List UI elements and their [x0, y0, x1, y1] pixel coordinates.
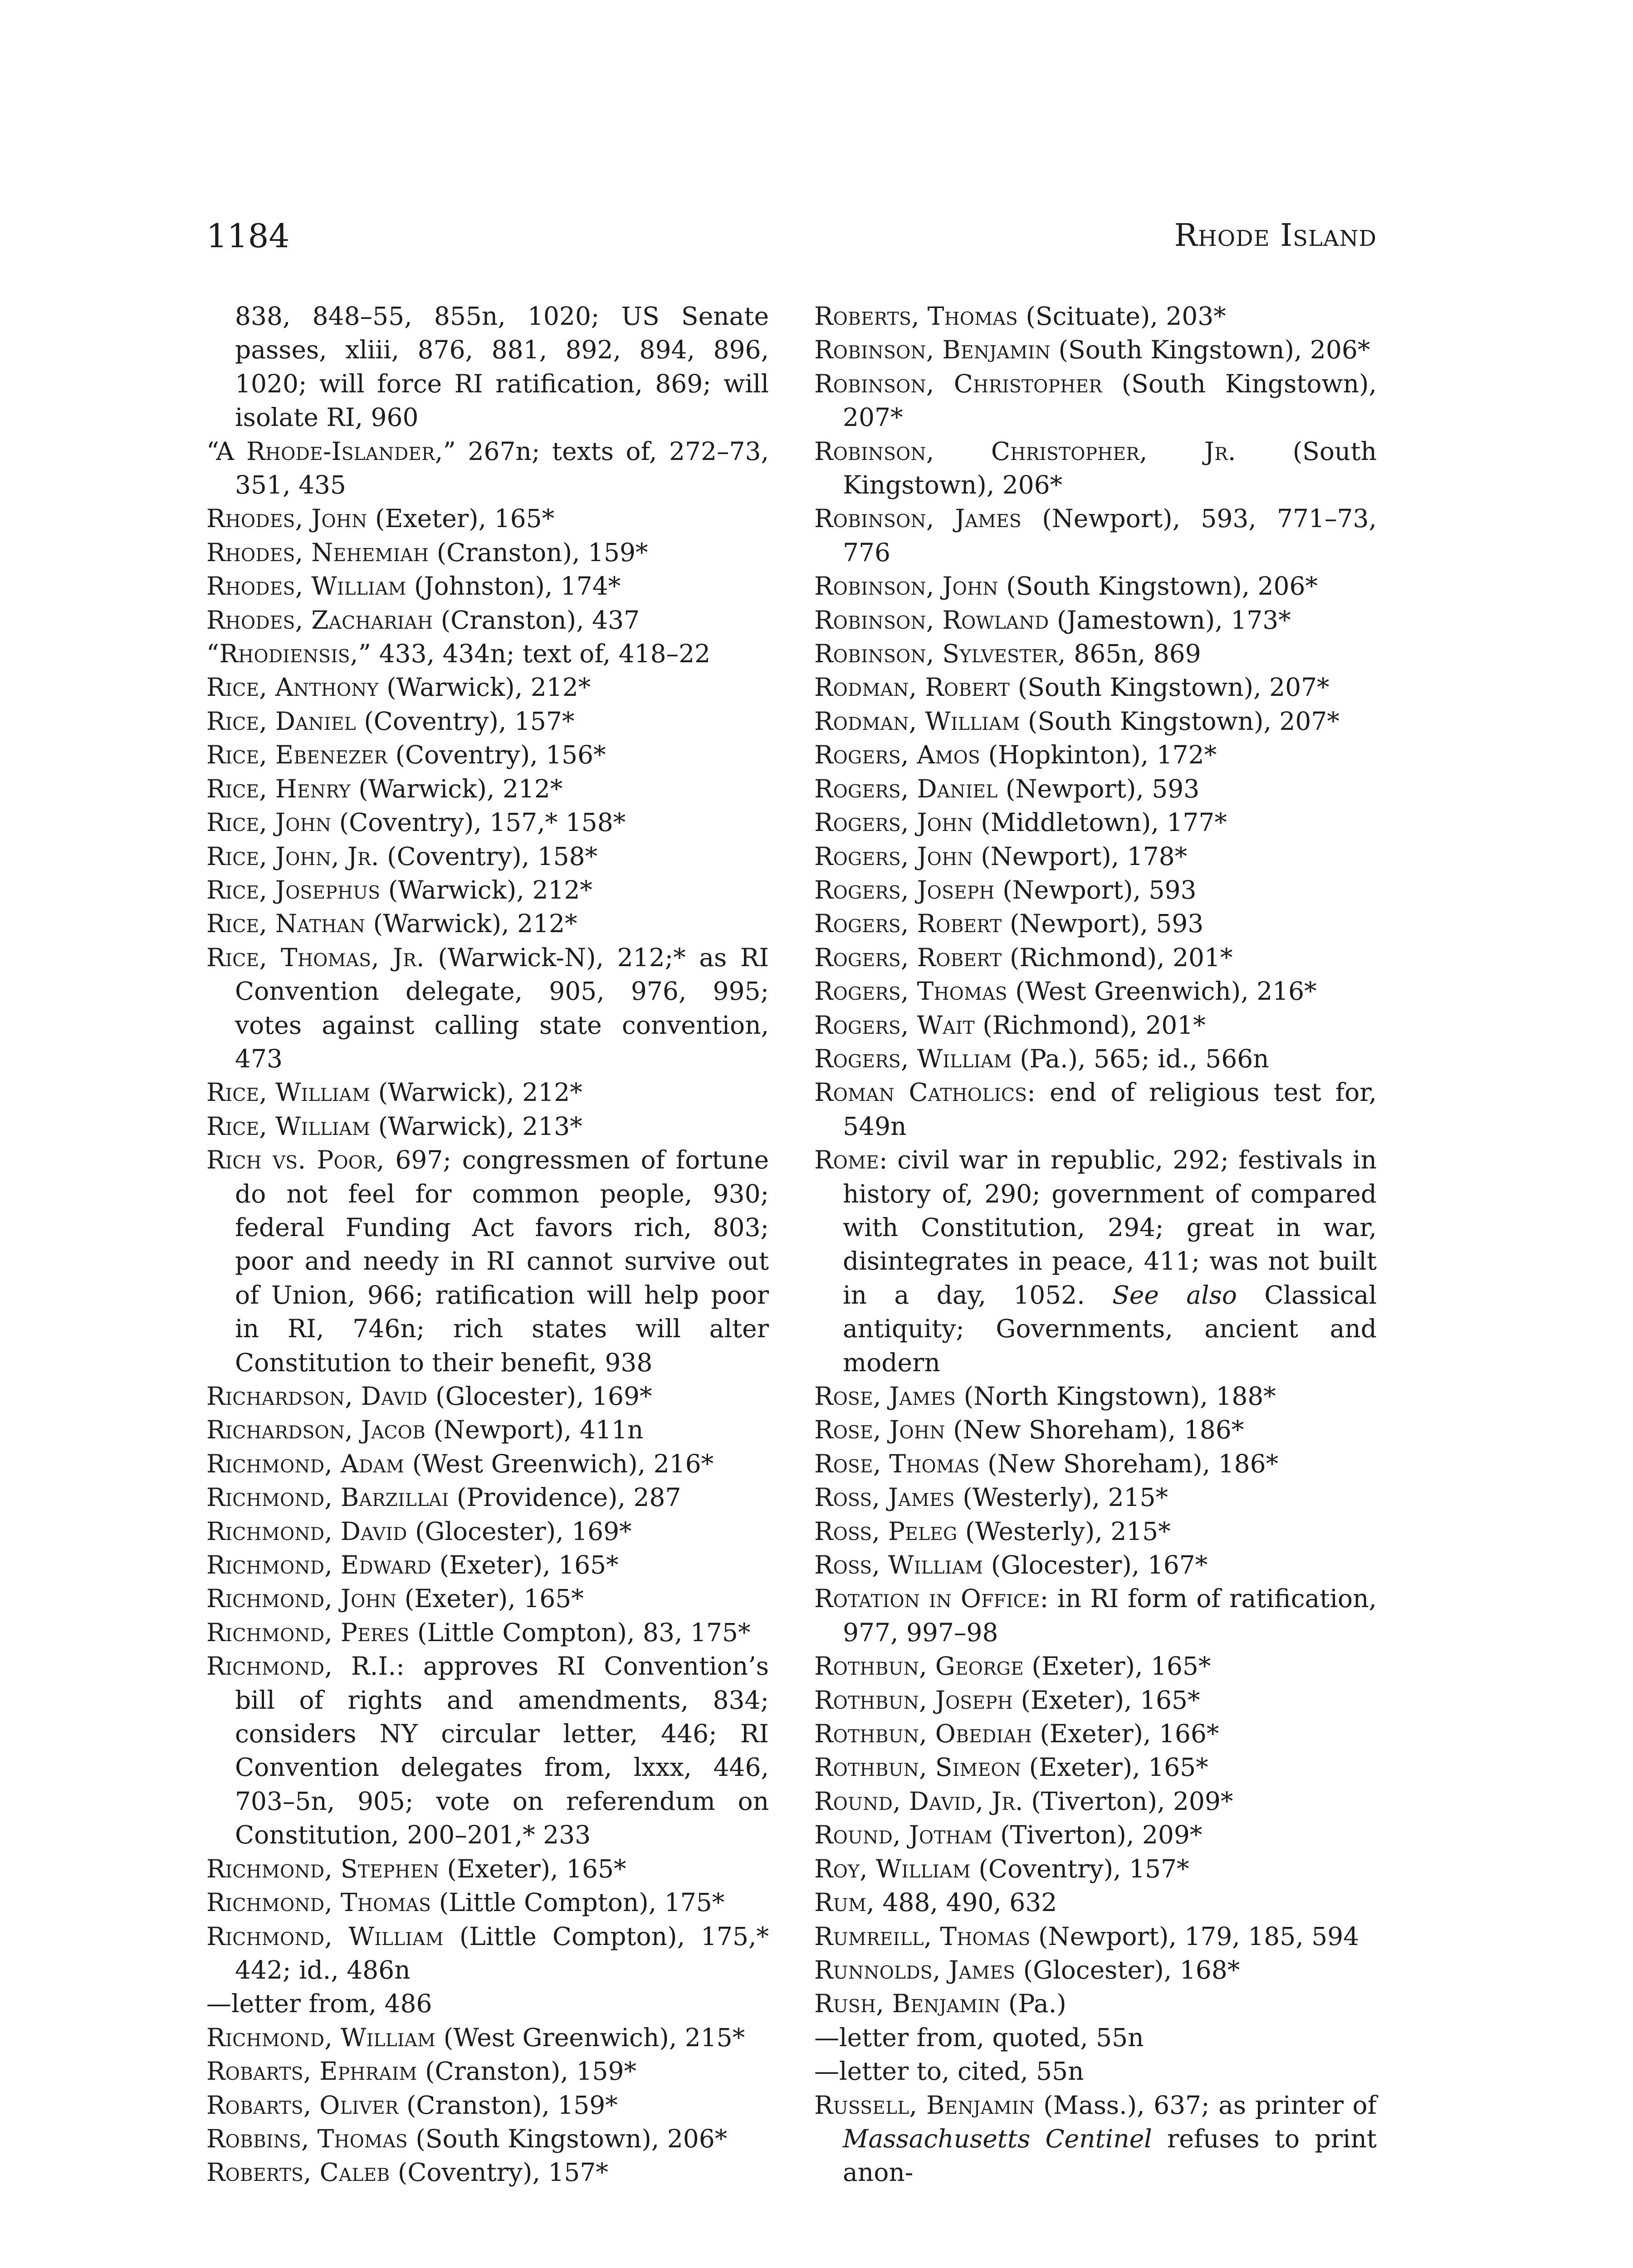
entry-italic: See also	[1112, 1280, 1237, 1310]
entry-text: (West Greenwich), 216*	[1007, 977, 1317, 1006]
entry-heading: Ross, William	[814, 1550, 983, 1580]
index-entry	[814, 704, 1377, 738]
entry-text: (South Kingstown), 206*	[843, 436, 1377, 500]
entry-text: (Exeter), 166*	[1032, 1719, 1219, 1749]
entry-heading: Robinson, James	[814, 504, 1022, 533]
entry-heading: Rice, Anthony	[206, 673, 379, 702]
entry-heading: Roberts, Thomas	[814, 302, 1018, 331]
entry-heading: Richmond, R.I.:	[206, 1652, 405, 1681]
running-head	[206, 213, 1377, 268]
entry-text: approves RI Convention’s bill of rights and amendments, 834; considers NY circular letter, 446; RI Convention delegates from, lxxx, 446, 703–5n, 905; vote on referendum on Constitution, 200–201,* 233	[235, 1652, 769, 1850]
entry-heading: Robarts, Ephraim	[206, 2057, 417, 2086]
entry-heading: Rum,	[814, 1888, 875, 1917]
running-title: Rhode Island	[1174, 218, 1377, 254]
entry-heading: Richmond, William	[206, 2023, 436, 2052]
index-entry	[814, 907, 1377, 940]
entry-text: (Richmond), 201*	[974, 1010, 1206, 1040]
entry-heading: Rose, Thomas	[814, 1449, 980, 1478]
entry-heading: Robarts, Oliver	[206, 2090, 399, 2120]
entry-text: (Johnston), 174*	[406, 572, 621, 601]
entry-heading: Rhodes, John	[206, 504, 367, 533]
index-entry	[206, 2021, 769, 2054]
index-entry	[206, 2122, 769, 2156]
entry-text: (Coventry), 157*	[356, 706, 575, 736]
entry-text: (South Kingstown), 207*	[1020, 706, 1340, 736]
entry-text: (Coventry), 158*	[379, 841, 598, 871]
index-entry	[814, 1953, 1377, 1987]
entry-heading: Rice, Daniel	[206, 706, 356, 736]
entry-text: (Glocester), 167*	[983, 1550, 1208, 1580]
entry-heading: Rush, Benjamin	[814, 1989, 1001, 2019]
index-entry	[206, 941, 769, 1076]
entry-text: (Mass.), 637; as printer of	[1034, 2090, 1377, 2120]
entry-text: (Scituate), 203*	[1017, 302, 1226, 331]
entry-text: (West Greenwich), 215*	[435, 2023, 745, 2052]
index-entry	[206, 637, 769, 670]
index-entry	[814, 1582, 1377, 1649]
entry-text: (Providence), 287	[449, 1483, 681, 1512]
entry-text-tail: Classical antiquity; Governments, ancient and modern	[843, 1280, 1377, 1377]
entry-text: (Newport), 593	[1002, 909, 1204, 938]
entry-heading: Rogers, John	[814, 808, 973, 837]
entry-text: (New Shoreham), 186*	[945, 1415, 1244, 1445]
entry-text: (Coventry), 157*	[390, 2158, 608, 2187]
index-entry	[814, 974, 1377, 1008]
entry-text: (South Kingstown), 206*	[998, 572, 1318, 601]
entry-text: (Westerly), 215*	[954, 1483, 1169, 1512]
entry-heading: Richmond, Stephen	[206, 1854, 440, 1883]
index-entry	[814, 2088, 1377, 2190]
entry-heading: Rothbun, George	[814, 1652, 1024, 1681]
index-entry	[814, 1548, 1377, 1582]
entry-text: (New Shoreham), 186*	[979, 1449, 1279, 1478]
entry-heading: Richardson, David	[206, 1382, 428, 1411]
entry-heading: Richmond, Barzillai	[206, 1483, 449, 1512]
index-entry	[206, 1852, 769, 1886]
entry-text: in RI form of ratification, 977, 997–98	[843, 1584, 1377, 1647]
entry-heading: Roman Catholics:	[814, 1078, 1036, 1107]
index-entry	[814, 941, 1377, 974]
entry-text: 697; congressmen of fortune do not feel for common people, 930; federal Funding Act favors rich, 803; poor and needy in RI cannot survive out of Union, 966; ratification will help poor in RI, 746n; rich states will alter Constitution to their benefit, 938	[235, 1145, 769, 1377]
entry-text: (Cranston), 159*	[398, 2090, 618, 2120]
entry-heading: Russell, Benjamin	[814, 2090, 1035, 2120]
entry-heading: Richmond, William	[206, 1921, 444, 1951]
entry-heading: Rhodes, William	[206, 572, 406, 601]
entry-text: (Warwick), 212*	[370, 1078, 582, 1107]
index-entry	[206, 1413, 769, 1447]
entry-heading: Robinson, Sylvester,	[814, 639, 1066, 669]
entry-italic: Massachusetts Centinel	[843, 2124, 1152, 2153]
entry-heading: Rothbun, Simeon	[814, 1753, 1022, 1782]
index-entry	[814, 1075, 1377, 1143]
entry-text: (Hopkinton), 172*	[980, 740, 1217, 770]
index-entry	[206, 502, 769, 535]
entry-text: civil war in republic, 292; festivals in history of, 290; government of compared with Constitution, 294; great in war, disintegrates in peace, 411; was not built in a day, 1052.	[843, 1145, 1377, 1310]
entry-text: (Little Compton), 175*	[431, 1888, 725, 1917]
index-entry	[206, 1143, 769, 1379]
entry-text: (Warwick), 212*	[365, 909, 577, 938]
entry-heading: Round, Jotham	[814, 1820, 993, 1850]
entry-text: (Richmond), 201*	[1002, 943, 1233, 972]
index-entry	[206, 772, 769, 806]
entry-heading: Rothbun, Obediah	[814, 1719, 1032, 1749]
index-entry	[814, 502, 1377, 569]
index-entry	[206, 1548, 769, 1582]
entry-text: (Newport), 593	[997, 774, 1200, 803]
entry-text: (Pa.), 565; id., 566n	[1012, 1044, 1269, 1073]
entry-text: 488, 490, 632	[874, 1888, 1057, 1917]
index-entry	[814, 435, 1377, 502]
entry-heading: Richmond, Thomas	[206, 1888, 431, 1917]
entry-heading: Rose, James	[814, 1382, 956, 1411]
entry-heading: Rogers, Robert	[814, 909, 1002, 938]
entry-heading: Rose, John	[814, 1415, 945, 1445]
index-entry	[206, 2054, 769, 2088]
index-entry	[814, 333, 1377, 367]
entry-heading: Roberts, Caleb	[206, 2158, 390, 2187]
index-entry	[814, 1683, 1377, 1717]
entry-heading: Richmond, Edward	[206, 1550, 432, 1580]
entry-text: (Cranston), 159*	[429, 538, 648, 567]
entry-text: (West Greenwich), 216*	[404, 1449, 714, 1478]
index-entry	[814, 1987, 1377, 2020]
entry-heading: Rogers, John	[814, 841, 973, 871]
index-entry	[206, 1649, 769, 1852]
entry-text: (North Kingstown), 188*	[956, 1382, 1276, 1411]
index-entry	[206, 1481, 769, 1514]
index-entry	[206, 873, 769, 907]
entry-text: (Newport), 593	[994, 875, 1197, 904]
entry-text: (South Kingstown), 206*	[407, 2124, 728, 2153]
entry-heading: Runnolds, James	[814, 1955, 1016, 1984]
entry-heading: Richmond, Adam	[206, 1449, 405, 1478]
entry-text: (Newport), 411n	[425, 1415, 644, 1445]
index-entry	[814, 603, 1377, 637]
index-entry	[814, 637, 1377, 670]
entry-heading: “Rhodiensis,”	[206, 639, 372, 669]
entry-heading: Rice, Josephus	[206, 875, 381, 904]
entry-heading: Rodman, Robert	[814, 673, 1010, 702]
index-entry	[814, 2054, 1377, 2088]
index-column-right	[814, 299, 1377, 2190]
entry-text: (Cranston), 159*	[417, 2057, 636, 2086]
index-entry	[206, 603, 769, 637]
index-entry	[814, 1008, 1377, 1042]
entry-heading: Robinson, Rowland	[814, 605, 1049, 635]
entry-heading: Rogers, Joseph	[814, 875, 995, 904]
entry-text: (Newport), 179, 185, 594	[1030, 1921, 1359, 1951]
entry-text: (Warwick), 212*	[378, 673, 591, 702]
entry-text: (Pa.)	[1000, 1989, 1066, 2019]
entry-text: —letter from, quoted, 55n	[814, 2023, 1144, 2052]
index-entry	[814, 1649, 1377, 1683]
index-entry	[814, 1784, 1377, 1818]
entry-heading: Rotation in Office:	[814, 1584, 1049, 1613]
entry-text: (Warwick), 212*	[380, 875, 592, 904]
entry-text: (Middletown), 177*	[973, 808, 1227, 837]
entry-heading: Robinson, Christopher	[814, 369, 1102, 398]
entry-heading: Rogers, Wait	[814, 1010, 975, 1040]
entry-text: (Exeter), 165*	[1023, 1652, 1211, 1681]
entry-heading: Rhodes, Zachariah	[206, 605, 433, 635]
index-entry	[206, 1110, 769, 1143]
entry-text: (Coventry), 157*	[970, 1854, 1189, 1883]
index-entry	[206, 704, 769, 738]
index-entry	[814, 299, 1377, 333]
index-entry	[814, 2021, 1377, 2054]
entry-heading: Richardson, Jacob	[206, 1415, 426, 1445]
entry-text: (Warwick), 213*	[370, 1111, 582, 1141]
entry-heading: Robinson, Benjamin	[814, 335, 1051, 365]
entry-heading: Rogers, Daniel	[814, 774, 998, 803]
index-entry	[206, 1447, 769, 1481]
index-entry	[814, 1413, 1377, 1447]
entry-text: (Warwick-N), 212;* as RI Convention delegate, 905, 976, 995; votes against calling state convention, 473	[235, 943, 769, 1073]
entry-heading: “A Rhode-Islander,”	[206, 436, 456, 466]
index-entry	[206, 2088, 769, 2122]
entry-text: 267n; texts of, 272–73, 351, 435	[235, 436, 769, 500]
entry-text: 865n, 869	[1066, 639, 1201, 669]
entry-heading: Rice, John	[206, 808, 332, 837]
entry-text: (Newport), 178*	[973, 841, 1188, 871]
index-entry	[206, 907, 769, 940]
index-entry	[206, 1582, 769, 1615]
entry-heading: Rumreill, Thomas	[814, 1921, 1031, 1951]
entry-text-tail: refuses to print anon-	[843, 2124, 1377, 2187]
entry-heading: Rhodes, Nehemiah	[206, 538, 429, 567]
entry-text: (Tiverton), 209*	[992, 1820, 1203, 1850]
entry-heading: Rice, Nathan	[206, 909, 366, 938]
entry-heading: Robinson, Christopher, Jr.	[814, 436, 1236, 466]
index-entry	[206, 840, 769, 873]
entry-text: (Glocester), 169*	[407, 1516, 632, 1546]
entry-heading: Richmond, John	[206, 1584, 397, 1613]
index-entry	[814, 1920, 1377, 1953]
entry-text: (Exeter), 165*	[439, 1854, 626, 1883]
index-entry	[206, 569, 769, 603]
index-entry	[206, 1075, 769, 1109]
entry-text: (Tiverton), 209*	[1023, 1786, 1233, 1816]
index-entry	[814, 738, 1377, 772]
index-entry	[814, 840, 1377, 873]
entry-heading: Roy, William	[814, 1854, 971, 1883]
index-entry	[206, 1515, 769, 1548]
index-entry	[206, 1920, 769, 1987]
entry-text: (South Kingstown), 207*	[1010, 673, 1330, 702]
index-entry	[206, 299, 769, 435]
entry-text: (Coventry), 156*	[387, 740, 606, 770]
entry-text: 433, 434n; text of, 418–22	[371, 639, 711, 669]
index-entry	[814, 873, 1377, 907]
index-entry	[814, 1143, 1377, 1379]
entry-heading: Rice, John, Jr.	[206, 841, 379, 871]
index-entry	[814, 1750, 1377, 1784]
entry-heading: Robinson, John	[814, 572, 998, 601]
index-entry	[814, 1447, 1377, 1481]
entry-text: (Jamestown), 173*	[1049, 605, 1291, 635]
entry-heading: Rothbun, Joseph	[814, 1685, 1013, 1715]
entry-text: (Little Compton), 83, 175*	[409, 1618, 751, 1647]
entry-heading: Rogers, William	[814, 1044, 1012, 1073]
index-entry	[206, 536, 769, 569]
entry-text: (Glocester), 168*	[1015, 1955, 1240, 1984]
index-column-left	[206, 299, 769, 2190]
entry-text: (South Kingstown), 206*	[1051, 335, 1370, 365]
index-entry	[814, 1852, 1377, 1886]
entry-heading: Richmond, David	[206, 1516, 407, 1546]
index-entry	[206, 1987, 769, 2020]
index-entry	[206, 670, 769, 704]
index-entry	[814, 1515, 1377, 1548]
entry-text: (Cranston), 437	[433, 605, 640, 635]
entry-text: (Newport), 593, 771–73, 776	[843, 504, 1377, 567]
entry-text: 838, 848–55, 855n, 1020; US Senate passes, xliii, 876, 881, 892, 894, 896, 1020; will force RI ratification, 869; will isolate RI, 960	[235, 302, 769, 432]
entry-text: (Exeter), 165*	[367, 504, 555, 533]
entry-heading: Rogers, Thomas	[814, 977, 1007, 1006]
entry-text: (Exeter), 165*	[1013, 1685, 1200, 1715]
entry-heading: Rodman, William	[814, 706, 1020, 736]
index-entry	[814, 367, 1377, 435]
entry-heading: Rice, Thomas, Jr.	[206, 943, 425, 972]
entry-heading: Robbins, Thomas	[206, 2124, 408, 2153]
entry-text: end of religious test for, 549n	[843, 1078, 1377, 1141]
entry-heading: Rome:	[814, 1145, 888, 1175]
entry-text: (South Kingstown), 207*	[843, 369, 1377, 432]
index-entry	[814, 1042, 1377, 1075]
entry-heading: Ross, Peleg	[814, 1516, 958, 1546]
index-entry	[206, 1379, 769, 1413]
index-entry	[206, 435, 769, 502]
page-number: 1184	[206, 217, 290, 255]
entry-heading: Rice, Ebenezer	[206, 740, 388, 770]
entry-text: (Exeter), 165*	[396, 1584, 584, 1613]
entry-text: (Coventry), 157,* 158*	[331, 808, 626, 837]
index-entry	[814, 1379, 1377, 1413]
index-entry	[814, 1818, 1377, 1852]
entry-heading: Richmond, Peres	[206, 1618, 410, 1647]
entry-heading: Rich vs. Poor,	[206, 1145, 385, 1175]
entry-text: (Little Compton), 175,* 442; id., 486n	[235, 1921, 769, 1984]
entry-heading: Rogers, Robert	[814, 943, 1002, 972]
index-entry	[206, 2156, 769, 2189]
entry-heading: Rice, William	[206, 1111, 371, 1141]
index-entry	[814, 569, 1377, 603]
index-entry	[206, 806, 769, 839]
index-entry	[206, 1616, 769, 1649]
index-entry	[814, 772, 1377, 806]
entry-heading: Round, David, Jr.	[814, 1786, 1023, 1816]
entry-heading: Rice, William	[206, 1078, 371, 1107]
entry-text: (Glocester), 169*	[427, 1382, 652, 1411]
entry-text: (Westerly), 215*	[957, 1516, 1171, 1546]
entry-text: —letter from, 486	[206, 1989, 432, 2019]
entry-text: —letter to, cited, 55n	[814, 2057, 1084, 2086]
entry-heading: Ross, James	[814, 1483, 955, 1512]
entry-text: (Warwick), 212*	[350, 774, 563, 803]
entry-heading: Rice, Henry	[206, 774, 351, 803]
entry-text: (Exeter), 165*	[1021, 1753, 1208, 1782]
index-entry	[814, 670, 1377, 704]
index-entry	[814, 1886, 1377, 1919]
index-entry	[206, 738, 769, 772]
index-entry	[814, 806, 1377, 839]
entry-text: (Exeter), 165*	[431, 1550, 619, 1580]
index-entry	[206, 1886, 769, 1919]
index-entry	[814, 1717, 1377, 1750]
index-entry	[814, 1481, 1377, 1514]
entry-heading: Rogers, Amos	[814, 740, 980, 770]
